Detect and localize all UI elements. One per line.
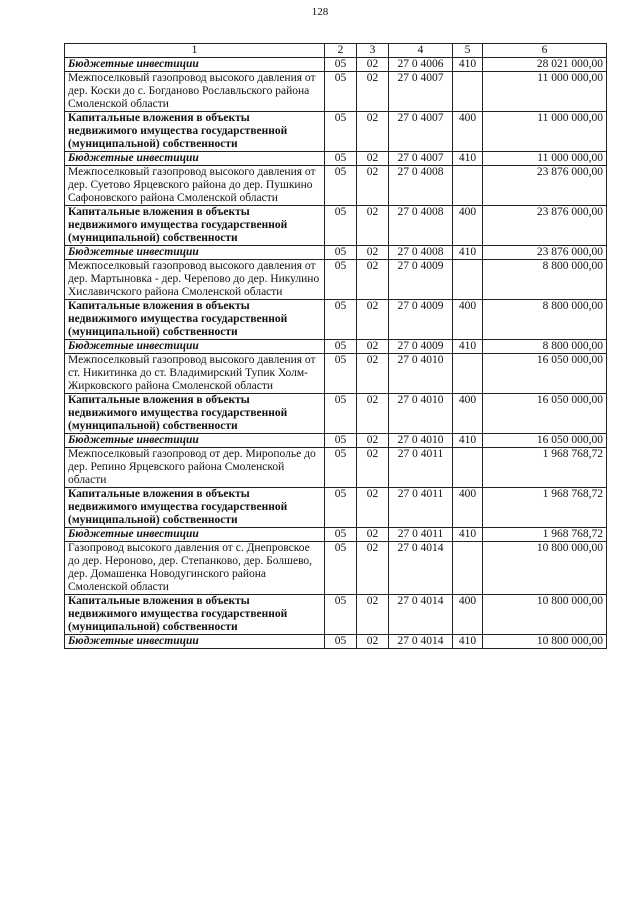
row-target-article: 27 0 4009 — [389, 260, 453, 300]
header-col-4: 4 — [389, 44, 453, 58]
row-section-code: 05 — [325, 354, 357, 394]
row-target-article: 27 0 4010 — [389, 354, 453, 394]
table-row — [65, 260, 607, 300]
row-name: Капитальные вложения в объекты недвижимого имущества государственной (муниципальной) собственности — [65, 595, 325, 635]
row-subsection-code: 02 — [357, 300, 389, 340]
row-subsection-code: 02 — [357, 394, 389, 434]
row-name: Газопровод высокого давления от с. Днепровское до дер. Нероново, дер. Степанково, дер. Болшево, дер. Домашенка Новодугинского района Смоленской области — [65, 542, 325, 595]
row-subsection-code: 02 — [357, 112, 389, 152]
row-amount: 16 050 000,00 — [483, 354, 607, 394]
table-row — [65, 354, 607, 394]
row-expense-type: 400 — [453, 595, 483, 635]
row-target-article: 27 0 4010 — [389, 394, 453, 434]
row-subsection-code: 02 — [357, 635, 389, 649]
row-section-code: 05 — [325, 72, 357, 112]
row-amount: 11 000 000,00 — [483, 152, 607, 166]
row-name: Межпоселковый газопровод высокого давления от дер. Суетово Ярцевского района до дер. Пушкино Сафоновского района Смоленской области — [65, 166, 325, 206]
row-name: Бюджетные инвестиции — [65, 246, 325, 260]
row-amount: 10 800 000,00 — [483, 635, 607, 649]
row-amount: 1 968 768,72 — [483, 448, 607, 488]
row-expense-type — [453, 72, 483, 112]
row-expense-type: 410 — [453, 528, 483, 542]
table-row — [65, 246, 607, 260]
header-col-2: 2 — [325, 44, 357, 58]
row-name: Капитальные вложения в объекты недвижимого имущества государственной (муниципальной) собственности — [65, 300, 325, 340]
row-amount: 23 876 000,00 — [483, 246, 607, 260]
table-row — [65, 528, 607, 542]
table-row — [65, 58, 607, 72]
row-expense-type: 400 — [453, 112, 483, 152]
row-amount: 23 876 000,00 — [483, 206, 607, 246]
row-subsection-code: 02 — [357, 448, 389, 488]
row-amount: 1 968 768,72 — [483, 528, 607, 542]
row-expense-type: 400 — [453, 488, 483, 528]
row-target-article: 27 0 4014 — [389, 635, 453, 649]
row-expense-type: 410 — [453, 152, 483, 166]
row-section-code: 05 — [325, 300, 357, 340]
row-subsection-code: 02 — [357, 72, 389, 112]
row-section-code: 05 — [325, 206, 357, 246]
row-target-article: 27 0 4008 — [389, 246, 453, 260]
row-name: Межпоселковый газопровод высокого давления от ст. Никитинка до ст. Владимирский Тупик Холм-Жирковского района Смоленской области — [65, 354, 325, 394]
row-expense-type — [453, 260, 483, 300]
row-section-code: 05 — [325, 488, 357, 528]
row-subsection-code: 02 — [357, 206, 389, 246]
row-expense-type: 400 — [453, 206, 483, 246]
row-expense-type: 410 — [453, 340, 483, 354]
row-expense-type: 410 — [453, 434, 483, 448]
table-row — [65, 72, 607, 112]
table-row — [65, 166, 607, 206]
row-expense-type: 410 — [453, 58, 483, 72]
row-section-code: 05 — [325, 112, 357, 152]
row-expense-type: 400 — [453, 300, 483, 340]
row-expense-type — [453, 166, 483, 206]
row-name: Капитальные вложения в объекты недвижимого имущества государственной (муниципальной) собственности — [65, 206, 325, 246]
table-row — [65, 300, 607, 340]
header-col-6: 6 — [483, 44, 607, 58]
row-subsection-code: 02 — [357, 542, 389, 595]
header-col-1: 1 — [65, 44, 325, 58]
row-subsection-code: 02 — [357, 595, 389, 635]
row-section-code: 05 — [325, 152, 357, 166]
row-amount: 16 050 000,00 — [483, 394, 607, 434]
table-row — [65, 206, 607, 246]
row-amount: 10 800 000,00 — [483, 542, 607, 595]
row-section-code: 05 — [325, 166, 357, 206]
budget-table — [64, 43, 607, 649]
row-target-article: 27 0 4007 — [389, 72, 453, 112]
table-row — [65, 340, 607, 354]
row-amount: 28 021 000,00 — [483, 58, 607, 72]
row-subsection-code: 02 — [357, 260, 389, 300]
table-row — [65, 595, 607, 635]
table-row — [65, 448, 607, 488]
row-subsection-code: 02 — [357, 152, 389, 166]
row-section-code: 05 — [325, 58, 357, 72]
row-name: Бюджетные инвестиции — [65, 340, 325, 354]
row-section-code: 05 — [325, 340, 357, 354]
row-section-code: 05 — [325, 448, 357, 488]
row-target-article: 27 0 4007 — [389, 152, 453, 166]
row-section-code: 05 — [325, 246, 357, 260]
header-col-5: 5 — [453, 44, 483, 58]
row-target-article: 27 0 4009 — [389, 340, 453, 354]
row-amount: 16 050 000,00 — [483, 434, 607, 448]
row-subsection-code: 02 — [357, 354, 389, 394]
page-number: 128 — [311, 6, 329, 18]
row-amount: 8 800 000,00 — [483, 260, 607, 300]
row-amount: 8 800 000,00 — [483, 300, 607, 340]
row-section-code: 05 — [325, 528, 357, 542]
row-expense-type — [453, 354, 483, 394]
row-target-article: 27 0 4011 — [389, 448, 453, 488]
row-section-code: 05 — [325, 434, 357, 448]
row-amount: 11 000 000,00 — [483, 72, 607, 112]
row-target-article: 27 0 4008 — [389, 166, 453, 206]
row-subsection-code: 02 — [357, 166, 389, 206]
row-target-article: 27 0 4011 — [389, 488, 453, 528]
row-expense-type: 410 — [453, 635, 483, 649]
row-name: Капитальные вложения в объекты недвижимого имущества государственной (муниципальной) собственности — [65, 394, 325, 434]
row-subsection-code: 02 — [357, 488, 389, 528]
row-name: Капитальные вложения в объекты недвижимого имущества государственной (муниципальной) собственности — [65, 112, 325, 152]
row-section-code: 05 — [325, 595, 357, 635]
row-amount: 23 876 000,00 — [483, 166, 607, 206]
row-name: Межпоселковый газопровод высокого давления от дер. Мартыновка - дер. Черепово до дер. Никулино Хиславичского района Смоленской области — [65, 260, 325, 300]
row-expense-type — [453, 542, 483, 595]
row-name: Межпоселковый газопровод высокого давления от дер. Коски до с. Богданово Рославльского района Смоленской области — [65, 72, 325, 112]
header-col-3: 3 — [357, 44, 389, 58]
row-section-code: 05 — [325, 394, 357, 434]
table-row — [65, 488, 607, 528]
row-target-article: 27 0 4011 — [389, 528, 453, 542]
row-amount: 10 800 000,00 — [483, 595, 607, 635]
row-name: Бюджетные инвестиции — [65, 58, 325, 72]
row-name: Капитальные вложения в объекты недвижимого имущества государственной (муниципальной) собственности — [65, 488, 325, 528]
row-name: Бюджетные инвестиции — [65, 528, 325, 542]
row-section-code: 05 — [325, 260, 357, 300]
row-expense-type — [453, 448, 483, 488]
row-name: Бюджетные инвестиции — [65, 152, 325, 166]
row-name: Бюджетные инвестиции — [65, 434, 325, 448]
table-row — [65, 112, 607, 152]
row-subsection-code: 02 — [357, 246, 389, 260]
row-target-article: 27 0 4009 — [389, 300, 453, 340]
row-target-article: 27 0 4010 — [389, 434, 453, 448]
row-target-article: 27 0 4006 — [389, 58, 453, 72]
row-target-article: 27 0 4014 — [389, 542, 453, 595]
row-amount: 1 968 768,72 — [483, 488, 607, 528]
row-amount: 11 000 000,00 — [483, 112, 607, 152]
header-row — [65, 44, 607, 58]
table-row — [65, 394, 607, 434]
row-subsection-code: 02 — [357, 434, 389, 448]
table-row — [65, 434, 607, 448]
row-expense-type: 410 — [453, 246, 483, 260]
row-target-article: 27 0 4014 — [389, 595, 453, 635]
row-amount: 8 800 000,00 — [483, 340, 607, 354]
row-name: Бюджетные инвестиции — [65, 635, 325, 649]
row-subsection-code: 02 — [357, 528, 389, 542]
row-section-code: 05 — [325, 635, 357, 649]
row-name: Межпоселковый газопровод от дер. Мирополье до дер. Репино Ярцевского района Смоленской области — [65, 448, 325, 488]
table-row — [65, 152, 607, 166]
row-subsection-code: 02 — [357, 340, 389, 354]
table-row — [65, 635, 607, 649]
row-subsection-code: 02 — [357, 58, 389, 72]
row-section-code: 05 — [325, 542, 357, 595]
row-expense-type: 400 — [453, 394, 483, 434]
row-target-article: 27 0 4007 — [389, 112, 453, 152]
table-row — [65, 542, 607, 595]
row-target-article: 27 0 4008 — [389, 206, 453, 246]
